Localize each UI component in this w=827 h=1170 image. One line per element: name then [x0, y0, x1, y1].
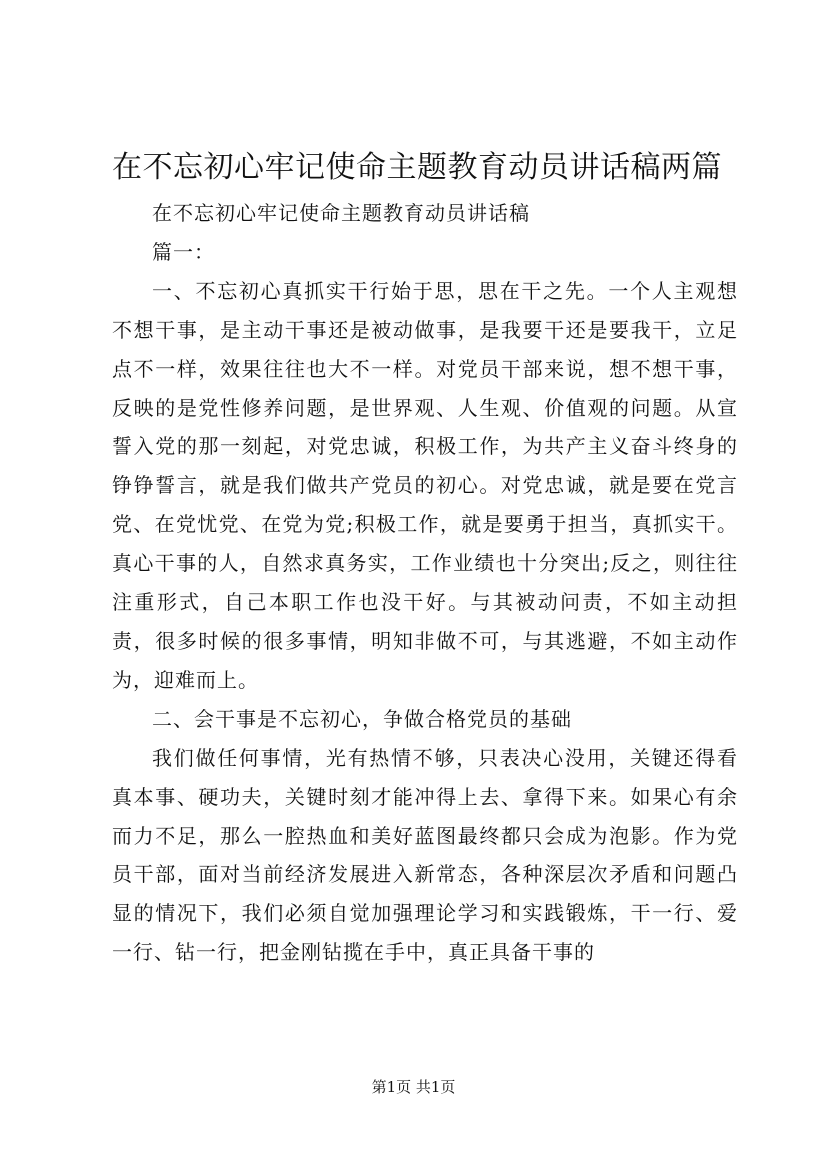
document-title: 在不忘初心牢记使命主题教育动员讲话稿两篇 [112, 150, 722, 185]
page-footer: 第1页 共1页 [371, 1078, 456, 1096]
subtitle-paragraph: 在不忘初心牢记使命主题教育动员讲话稿 [152, 201, 530, 225]
section-label-paragraph: 篇一： [152, 239, 215, 264]
section-heading-paragraph: 二、会干事是不忘初心，争做合格党员的基础 [152, 706, 572, 731]
body-paragraph-1: 一、不忘初心真抓实干行始于思，思在干之先。一个人主观想不想干事，是主动干事还是被动做事，是我要干还是要我干，立足点不一样，效果往往也大不一样。对党员干部来说，想不想干事，反映的是党性修养问题，是世界观、人生观、价值观的问题。从宣誓入党的那一刻起，对党忠诚，积极工作，为共产主义奋斗终身的铮铮誓言，就是我们做共产党员的初心。对党忠诚，就是要在党言党、在党忧党、在党为党;积极工作，就是要勇于担当，真抓实干。真心干事的人，自然求真务实，工作业绩也十分突出;反之，则往往注重形式，自己本职工作也没干好。与其被动问责，不如主动担责，很多时候的很多事情，明知非做不可，与其逃避，不如主动作为，迎难而上。 [112, 278, 738, 692]
body-paragraph-2: 我们做任何事情，光有热情不够，只表决心没用，关键还得看真本事、硬功夫，关键时刻才能冲得上去、拿得下来。如果心有余而力不足，那么一腔热血和美好蓝图最终都只会成为泡影。作为党员干部，面对当前经济发展进入新常态，各种深层次矛盾和问题凸显的情况下，我们必须自觉加强理论学习和实践锻炼，干一行、爱一行、钻一行，把金刚钻揽在手中，真正具备干事的 [112, 745, 738, 965]
document-body [112, 194, 738, 972]
